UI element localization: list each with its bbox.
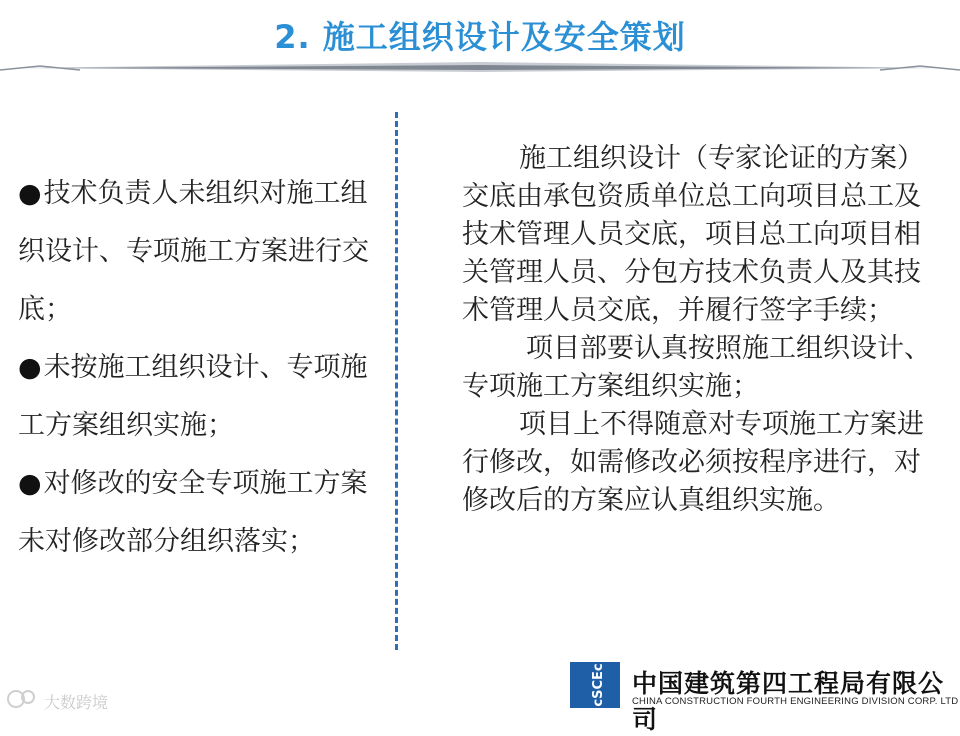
company-logo (570, 662, 620, 708)
left-column (18, 165, 378, 571)
bullet-icon: ● (18, 178, 42, 209)
list-item-text: 对修改的安全专项施工方案未对修改部分组织落实； (18, 468, 368, 557)
list-item-text: 未按施工组织设计、专项施工方案组织实施； (18, 352, 368, 441)
column-divider (395, 112, 398, 650)
paragraph: 项目部要认真按照施工组织设计、专项施工方案组织实施； (462, 333, 931, 402)
list-item-text: 技术负责人未组织对施工组织设计、专项施工方案进行交底； (18, 178, 369, 325)
list-item (18, 165, 378, 339)
paragraph: 项目上不得随意对专项施工方案进行修改，如需修改必须按程序进行，对修改后的方案应认真组织实施。 (462, 409, 924, 516)
slide-title: 2. 施工组织设计及安全策划 (274, 18, 686, 56)
watermark-text: 大数跨境 (44, 693, 109, 712)
watermark-icon (6, 686, 40, 712)
paragraph: 施工组织设计（专家论证的方案）交底由承包资质单位总工向项目总工及技术管理人员交底，项目总工向项目相关管理人员、分包方技术负责人及其技术管理人员交底，并履行签字手续； (462, 143, 924, 326)
company-name-cn: 中国建筑第四工程局有限公司 (632, 669, 945, 734)
logo-text: cSCEc (591, 663, 606, 707)
company-name-en: CHINA CONSTRUCTION FOURTH ENGINEERING DIVISION CORP. LTD (632, 696, 959, 707)
watermark (6, 686, 136, 714)
right-column (462, 140, 932, 520)
list-item (18, 339, 378, 455)
title-underline (0, 58, 960, 78)
bullet-icon: ● (18, 352, 42, 383)
bullet-icon: ● (18, 468, 42, 499)
list-item (18, 455, 378, 571)
